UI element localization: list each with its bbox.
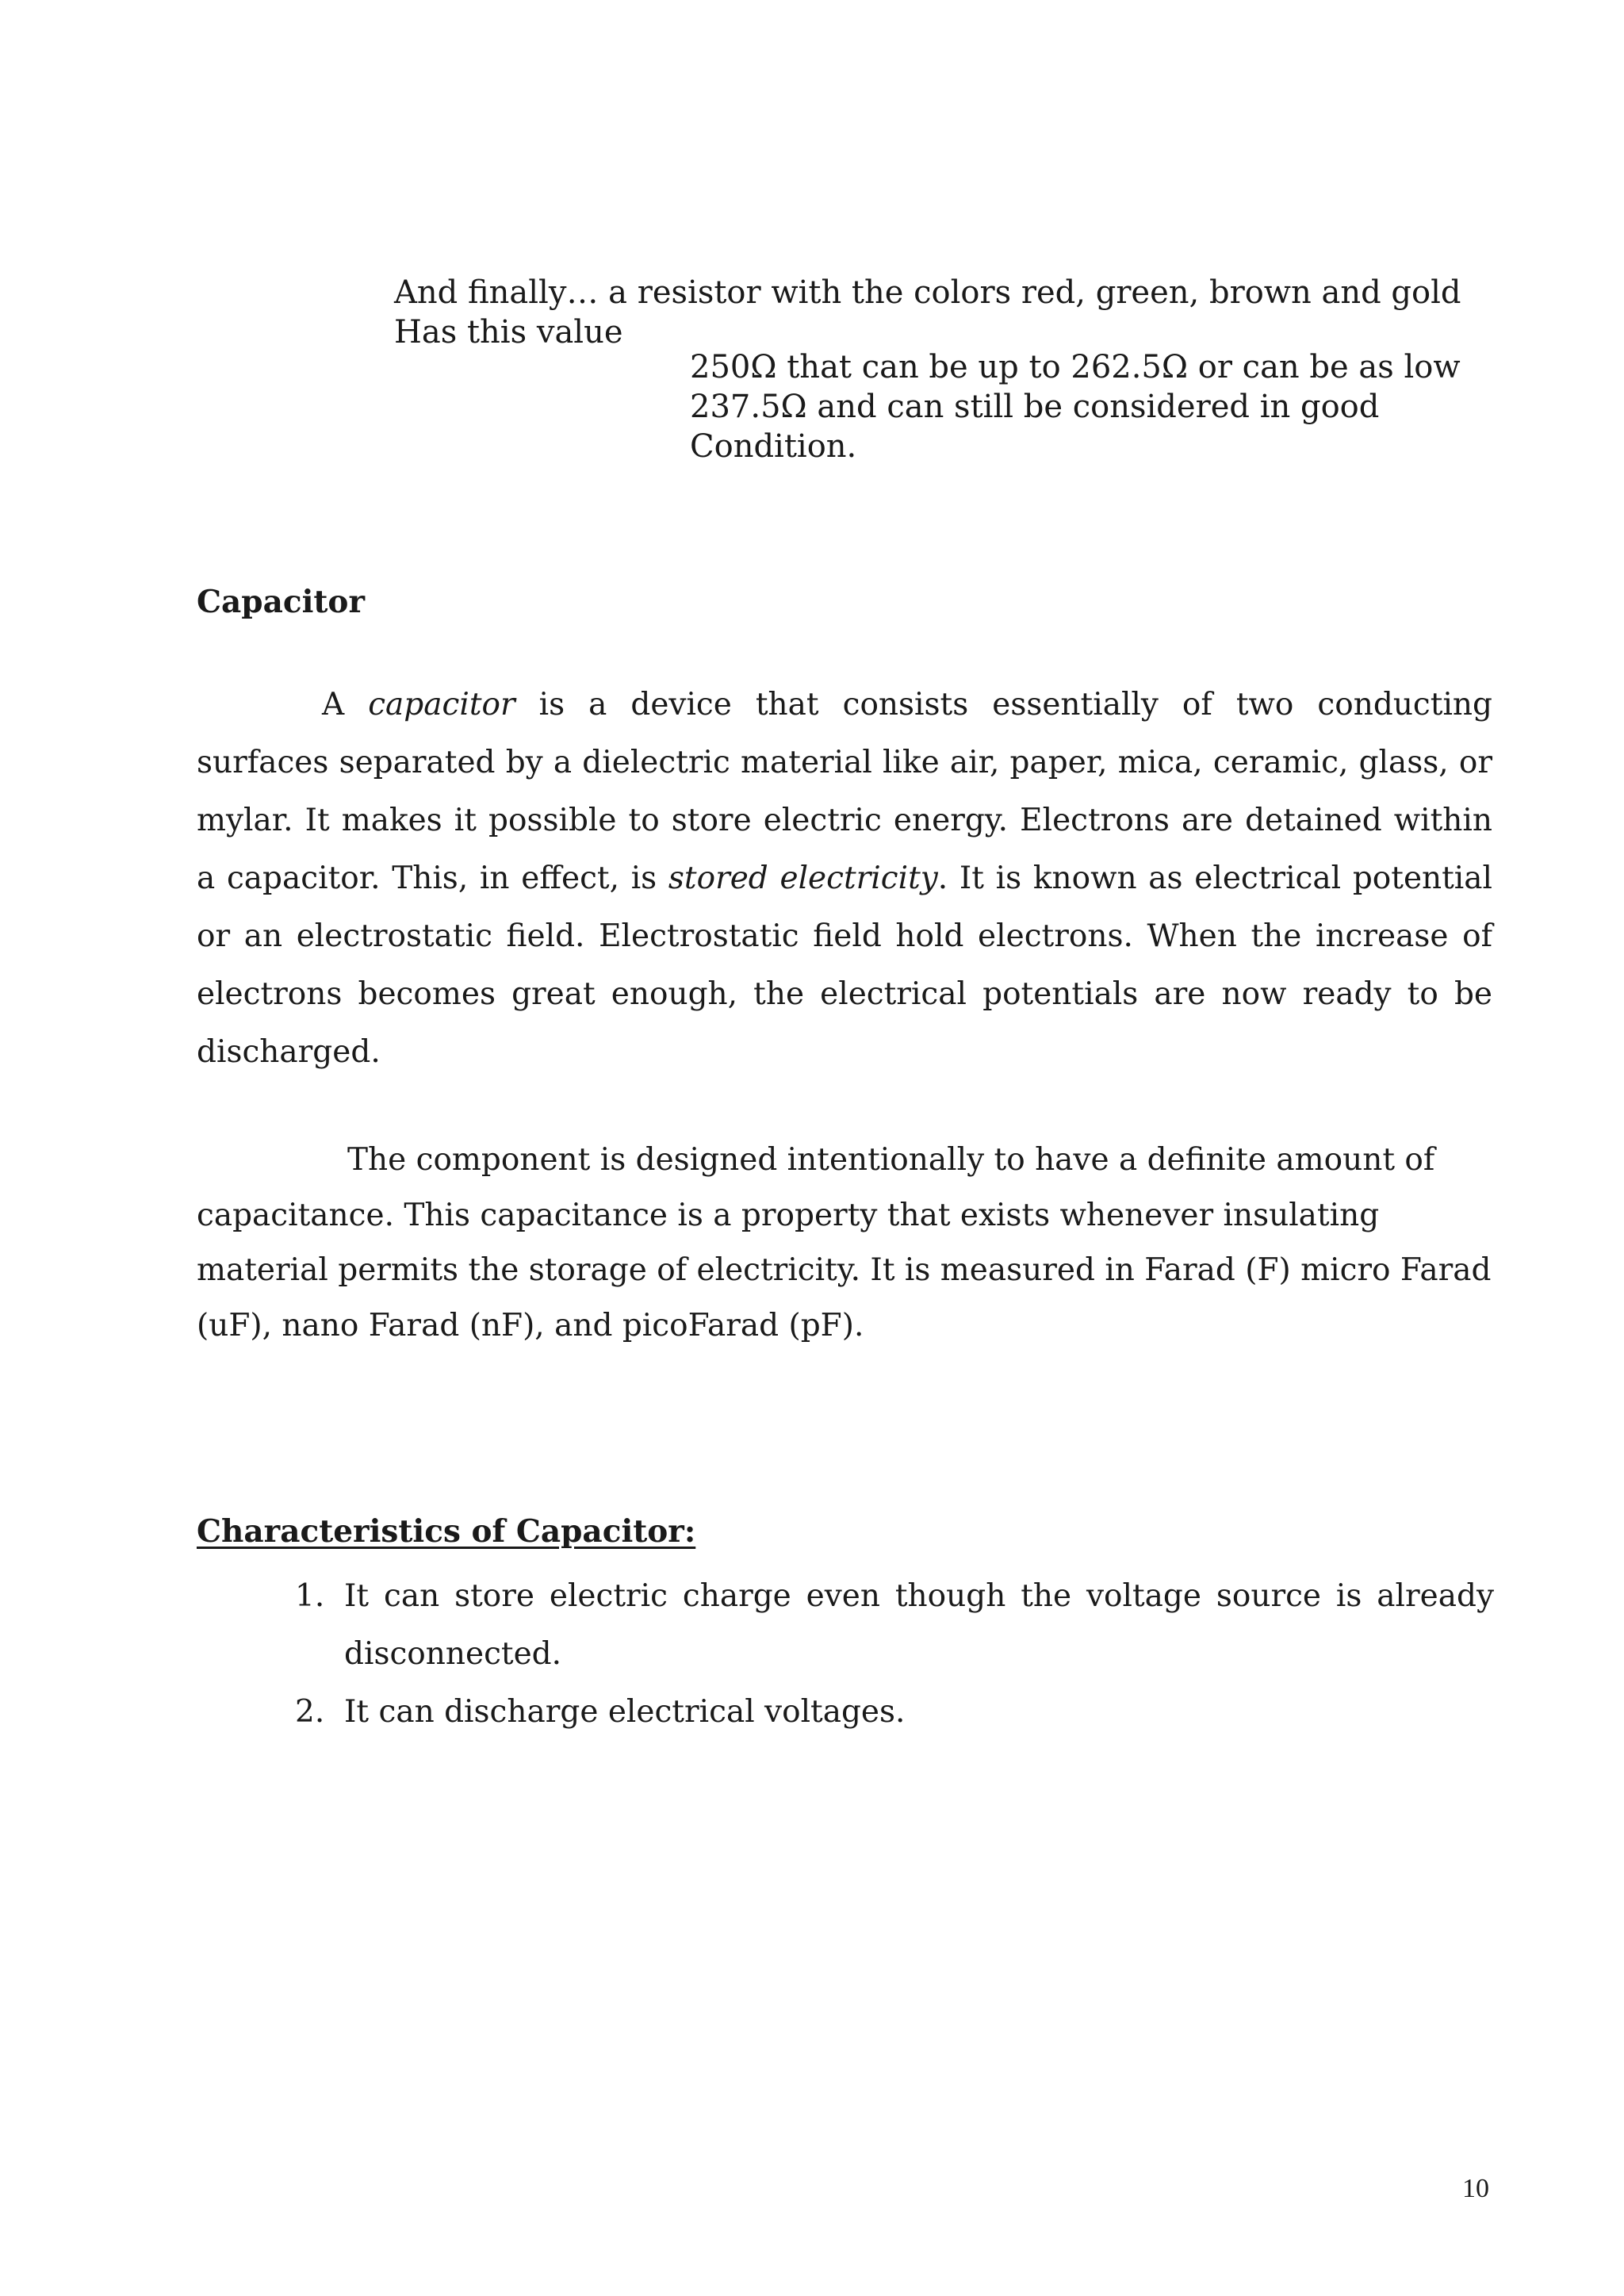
emphasis-stored-electricity: stored electricity bbox=[668, 861, 938, 896]
list-item bbox=[295, 1683, 1494, 1741]
resistor-value-label: Has this value bbox=[394, 314, 623, 351]
characteristics-list bbox=[295, 1567, 1494, 1741]
para-text: A bbox=[322, 687, 369, 723]
list-item-number: 1. bbox=[295, 1578, 325, 1614]
value-line: 250Ω that can be up to 262.5Ω or can be as low bbox=[690, 349, 1461, 385]
capacitor-heading: Capacitor bbox=[197, 584, 365, 620]
para-text: is a device that consists essentially of two conducting surfaces separated by a dielectric material like air, paper, mica, ceramic, glass, or mylar. It makes it possible to store electric energy. Electrons are detained within a capacitor. This, in effect, is bbox=[197, 687, 1493, 896]
resistor-intro-line: And finally… a resistor with the colors red, green, brown and gold bbox=[394, 274, 1461, 311]
resistor-value-description bbox=[690, 347, 1530, 466]
value-line: Condition. bbox=[690, 428, 857, 465]
capacitor-definition-paragraph bbox=[197, 676, 1492, 1081]
list-item-text: It can discharge electrical voltages. bbox=[344, 1694, 906, 1730]
emphasis-capacitor: capacitor bbox=[368, 687, 515, 723]
list-item bbox=[295, 1567, 1494, 1683]
value-line: 237.5Ω and can still be considered in good bbox=[690, 389, 1380, 425]
capacitance-paragraph: The component is designed intentionally to have a definite amount of capacitance. This capacitance is a property that exists whenever insulating material permits the storage of electricity. It is measured in Farad (F) micro Farad (uF), nano Farad (nF), and picoFarad (pF). bbox=[197, 1142, 1492, 1343]
para-text: . It is known as electrical potential or an electrostatic field. Electrostatic field hold electrons. When the increase of electrons becomes great enough, the electrical potentials are now ready to be discharged. bbox=[197, 861, 1493, 1070]
list-item-text: It can store electric charge even though the voltage source is already disconnected. bbox=[344, 1578, 1494, 1672]
page-number: 10 bbox=[1462, 2174, 1489, 2203]
characteristics-heading: Characteristics of Capacitor: bbox=[197, 1513, 696, 1550]
list-item-number: 2. bbox=[295, 1694, 325, 1730]
